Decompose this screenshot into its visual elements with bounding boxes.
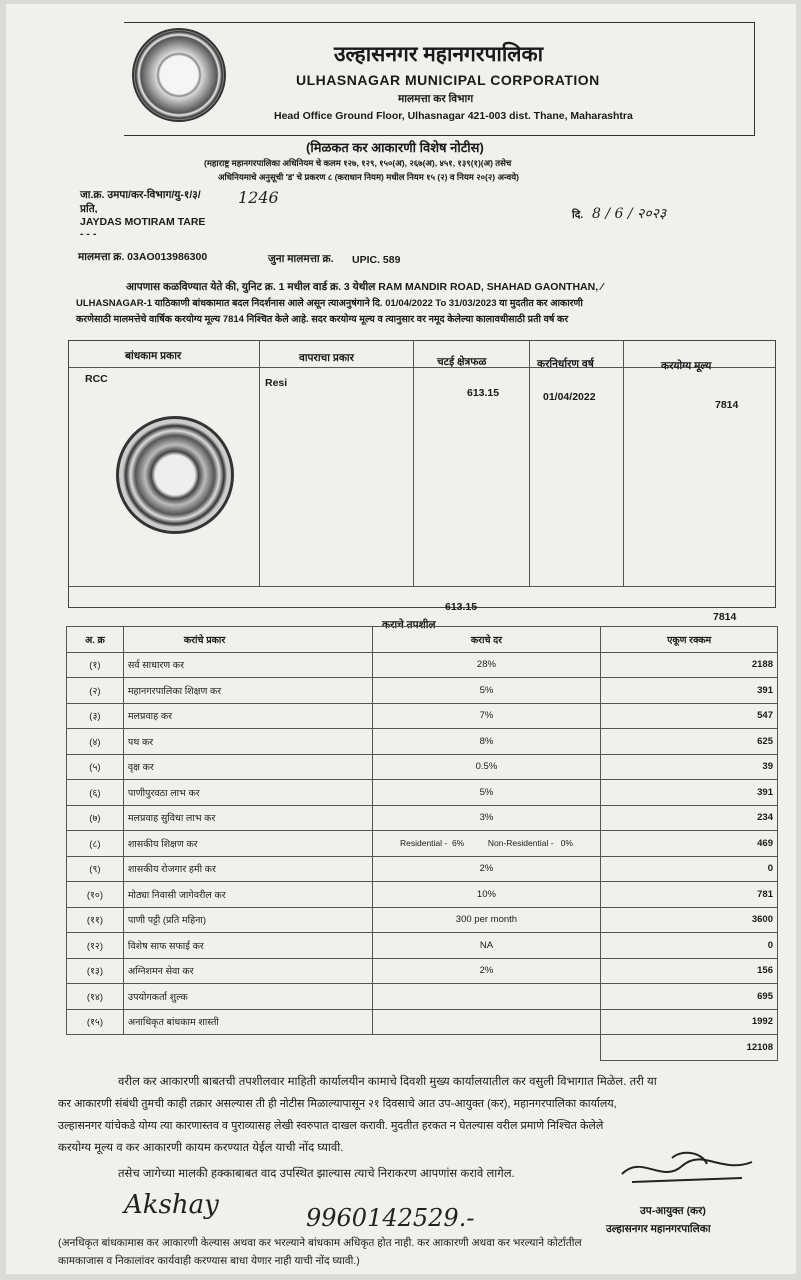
property-header-construction: बांधकाम प्रकार [125, 350, 182, 362]
row-tax-name: पथ कर [123, 729, 372, 755]
total-row [67, 1035, 778, 1061]
row-amount: 0 [601, 856, 778, 882]
official-stamp-icon [116, 416, 234, 534]
row-no: (१४) [67, 984, 124, 1010]
row-rate: NA [372, 933, 601, 959]
col-header-amount: एकूण रक्कम [601, 627, 778, 653]
total-area: 613.15 [445, 601, 478, 613]
table-row [67, 729, 778, 755]
body-line3: करणेसाठी मालमत्तेचे वार्षिक करयोग्य मूल्य 7814 निश्चित केले आहे. सदर करयोग्य मूल्य व त्यानुसार वर नमूद केलेल्या कालावधीसाठी प्रती वर्ष कर [76, 314, 569, 325]
row-amount: 695 [601, 984, 778, 1010]
row-tax-name: शासकीय शिक्षण कर [123, 831, 372, 857]
row-rate: 28% [372, 652, 601, 678]
footer-para2: तसेच जागेच्या मालकी हक्काबाबत वाद उपस्थित झाल्यास त्याचे निराकरण आपणांस करावे लागेल. [118, 1168, 515, 1180]
col-header-no: अ. क्र [67, 627, 124, 653]
footer-para1-line4: करयोग्य मूल्य व कर आकारणी कायम करण्यात येईल याची नोंद घ्यावी. [58, 1142, 344, 1154]
row-tax-name: महानगरपालिका शिक्षण कर [123, 678, 372, 704]
date-label: दि. [572, 209, 584, 221]
row-amount: 547 [601, 703, 778, 729]
row-no: (१२) [67, 933, 124, 959]
row-amount: 3600 [601, 907, 778, 933]
row-rate: 10% [372, 882, 601, 908]
table-row [67, 984, 778, 1010]
row-no: (११) [67, 907, 124, 933]
row-rate: 2% [372, 958, 601, 984]
row-rate [372, 1009, 601, 1035]
law-reference-line2: अधिनियमाचे अनुसूची 'ड' चे प्रकरण ८ (कराधान नियम) मधील नियम १५ (२) व नियम २०(२) अन्वये) [218, 172, 520, 182]
upic-number: UPIC. 589 [352, 254, 401, 266]
row-amount: 781 [601, 882, 778, 908]
body-line1: आपणास कळविण्यात येते की, युनिट क्र. 1 मधील वार्ड क्र. 3 येथील RAM MANDIR ROAD, SHAHAD GAONTHAN, ⁄ [126, 281, 603, 293]
usage-type: Resi [265, 377, 288, 389]
row-no: (१५) [67, 1009, 124, 1035]
property-header-usage: वापराचा प्रकार [299, 352, 354, 364]
row-amount: 391 [601, 780, 778, 806]
footer-para1-line1: वरील कर आकारणी बाबतची तपशीलवार माहिती कार्यालयीन कामाचे दिवशी मुख्य कार्यालयातील कर वसुली विभागात मिळेल. तरी या [118, 1076, 657, 1088]
row-rate: 3% [372, 805, 601, 831]
row-rate: 5% [372, 678, 601, 704]
table-row [67, 856, 778, 882]
table-row [67, 933, 778, 959]
property-header-area: चटई क्षेत्रफळ [437, 356, 487, 368]
row-no: (६) [67, 780, 124, 806]
row-amount: 234 [601, 805, 778, 831]
table-row [67, 805, 778, 831]
row-amount: 625 [601, 729, 778, 755]
property-header-year: करनिर्धारण वर्ष [537, 358, 594, 370]
row-no: (७) [67, 805, 124, 831]
signature-icon [612, 1144, 762, 1194]
row-amount: 0 [601, 933, 778, 959]
notice-date: 8 / 6 / २०२३ [592, 206, 667, 222]
row-tax-name: मोठ्या निवासी जागेवरील कर [123, 882, 372, 908]
reference-number: 1246 [238, 188, 279, 207]
row-amount: 1992 [601, 1009, 778, 1035]
tax-details-title: कराचे तपशील [382, 619, 436, 631]
old-property-number-label: जुना मालमत्ता क्र. [268, 253, 334, 265]
notice-title: (मिळकत कर आकारणी विशेष नोटीस) [306, 140, 484, 155]
table-row [67, 831, 778, 857]
col-header-rate: कराचे दर [372, 627, 601, 653]
tax-total: 12108 [601, 1035, 778, 1061]
owner-name: JAYDAS MOTIRAM TARE [80, 216, 206, 228]
tax-details-table [66, 626, 778, 1061]
row-rate: 0.5% [372, 754, 601, 780]
row-amount: 39 [601, 754, 778, 780]
col-header-tax-type: करांचे प्रकार [123, 627, 372, 653]
table-row [67, 754, 778, 780]
row-no: (२) [67, 678, 124, 704]
row-no: (१) [67, 652, 124, 678]
property-header-value: करयोग्य मूल्य [661, 360, 712, 372]
row-tax-name: अग्निशमन सेवा कर [123, 958, 372, 984]
row-tax-name: उपयोगकर्ता शुल्क [123, 984, 372, 1010]
table-row [67, 958, 778, 984]
footer-para1-line2: कर आकारणी संबंधी तुमची काही तक्रार असल्यास ती ही नोटीस मिळाल्यापासून २१ दिवसाचे आत उप-आयुक्त (कर), महानगरपालिका कार्यालय, [58, 1098, 617, 1110]
row-rate: 7% [372, 703, 601, 729]
row-no: (१३) [67, 958, 124, 984]
handwritten-name: Akshay [124, 1190, 219, 1220]
carpet-area: 613.15 [467, 387, 500, 399]
row-amount: 156 [601, 958, 778, 984]
row-tax-name: वृक्ष कर [123, 754, 372, 780]
law-reference-line1: (महाराष्ट्र महानगरपालिका अधिनियम चे कलम १२७, १२९, १५०(अ), २६७(अ), ४५१, १३९(१)(अ) तसेच [204, 158, 512, 168]
row-rate: Residential - 6% Non-Residential - 0% [372, 831, 601, 857]
body-line2: ULHASNAGAR-1 याठिकाणी बांधकामात बदल निदर्शनास आले असून त्याअनुषंगाने दि. 01/04/2022 To 31/03/2023 या मुदतीत कर आकारणी [76, 298, 583, 309]
corporation-title-marathi: उल्हासनगर महानगरपालिका [334, 43, 544, 66]
row-rate: 300 per month [372, 907, 601, 933]
row-no: (८) [67, 831, 124, 857]
row-amount: 469 [601, 831, 778, 857]
row-no: (९) [67, 856, 124, 882]
row-no: (१०) [67, 882, 124, 908]
disclaimer-line1: (अनधिकृत बांधकामास कर आकारणी केल्यास अथवा कर भरल्याने बांधकाम अधिकृत होत नाही. कर आकारणी अथवा कर भरल्याने कोर्टातील [58, 1237, 582, 1249]
department-name: मालमत्ता कर विभाग [398, 93, 474, 105]
assessment-year: 01/04/2022 [543, 391, 596, 403]
row-tax-name: अनाधिकृत बांधकाम शास्ती [123, 1009, 372, 1035]
row-tax-name: शासकीय रोजगार हमी कर [123, 856, 372, 882]
row-tax-name: पाणीपुरवठा लाभ कर [123, 780, 372, 806]
table-header-row [67, 627, 778, 653]
row-amount: 391 [601, 678, 778, 704]
row-rate [372, 984, 601, 1010]
construction-type: RCC [85, 373, 108, 385]
row-tax-name: पाणी पट्टी (प्रति महिना) [123, 907, 372, 933]
reference-number-label: जा.क्र. उमपा/कर-विभाग/यु-१/३/ [80, 189, 201, 201]
total-taxable-value: 7814 [713, 611, 737, 623]
row-tax-name: विशेष साफ सफाई कर [123, 933, 372, 959]
row-no: (३) [67, 703, 124, 729]
table-row [67, 678, 778, 704]
row-rate: 2% [372, 856, 601, 882]
row-tax-name: मलप्रवाह सुविधा लाभ कर [123, 805, 372, 831]
property-number: मालमत्ता क्र. 03AO013986300 [78, 251, 208, 263]
row-rate: 8% [372, 729, 601, 755]
to-label: प्रति, [80, 203, 98, 215]
table-row [67, 1009, 778, 1035]
row-rate: 5% [372, 780, 601, 806]
notice-document [6, 4, 796, 1274]
row-tax-name: सर्व साधारण कर [123, 652, 372, 678]
corporation-title-english: ULHASNAGAR MUNICIPAL CORPORATION [296, 72, 600, 88]
owner-extra: - - - [80, 228, 97, 240]
table-row [67, 780, 778, 806]
signatory-organization: उल्हासनगर महानगरपालिका [606, 1223, 711, 1235]
handwritten-phone: 9960142529.- [306, 1204, 475, 1232]
table-row [67, 703, 778, 729]
table-row [67, 652, 778, 678]
corporation-seal-icon [132, 28, 226, 122]
disclaimer-line2: कामकाजास व निकालांवर कार्यवाही करण्यास बाधा येणार नाही याची नोंद घ्यावी.) [58, 1255, 360, 1267]
signatory-title: उप-आयुक्त (कर) [640, 1205, 706, 1217]
row-tax-name: मलप्रवाह कर [123, 703, 372, 729]
table-row [67, 882, 778, 908]
taxable-value: 7814 [715, 399, 739, 411]
table-row [67, 907, 778, 933]
row-no: (४) [67, 729, 124, 755]
row-amount: 2188 [601, 652, 778, 678]
row-no: (५) [67, 754, 124, 780]
footer-para1-line3: उल्हासनगर यांचेकडे योग्य त्या कारणास्तव व पुराव्यासह लेखी स्वरुपात दाखल करावी. मुदतीत हरकत न घेतल्यास वरील प्रमाणे निश्चित केलेले [58, 1120, 604, 1132]
office-address: Head Office Ground Floor, Ulhasnagar 421-003 dist. Thane, Maharashtra [274, 110, 633, 122]
